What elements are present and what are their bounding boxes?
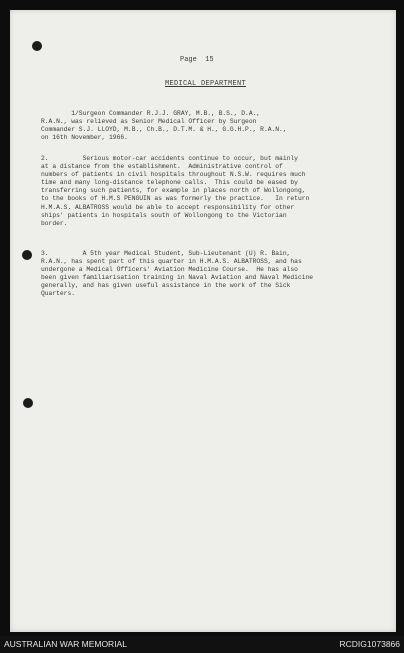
section-heading: MEDICAL DEPARTMENT	[165, 80, 247, 88]
punch-hole	[32, 41, 42, 51]
archive-footer	[0, 636, 404, 653]
document-page	[10, 10, 396, 632]
paragraph-2: 2. Serious motor-car accidents continue to occur, but mainly at a distance from the establishment. Administrative control of numbers of patients in civil hospitals throughout N.S.W. requires much time and many long-distance telephone calls. This could be eased by transferring such patients, for example in places north of Wollongong, to the books of H.M.S PENGUIN as was formerly the practice. In return H.M.A.S. ALBATROSS would be able to accept responsibility for other ships' patients in hospitals south of Wollongong to the Victorian border.	[41, 155, 310, 227]
institution-label: AUSTRALIAN WAR MEMORIAL	[4, 639, 127, 649]
paragraph-1: 1/Surgeon Commander R.J.J. GRAY, M.B., B.S., D.A., R.A.N., was relieved as Senior Medical Officer by Surgeon Commander S.J. LLOYD, M.B., Ch.B., D.T.M. & H., G.G.H.P., R.A.N., on 16th November, 1966.	[41, 110, 287, 142]
punch-hole	[23, 398, 33, 408]
paragraph-3: 3. A 5th year Medical Student, Sub-Lieutenant (U) R. Bain, R.A.N., has spent part of this quarter in H.M.A.S. ALBATROSS, and has undergone a Medical Officers' Aviation Medicine Course. He has also been given familiarisation training in Naval Aviation and Naval Medicine generally, and has given useful assistance in the work of the Sick Quarters.	[41, 250, 314, 298]
punch-hole	[22, 250, 32, 260]
record-id: RCDIG1073866	[339, 639, 400, 649]
page-number: Page 15	[180, 56, 214, 64]
